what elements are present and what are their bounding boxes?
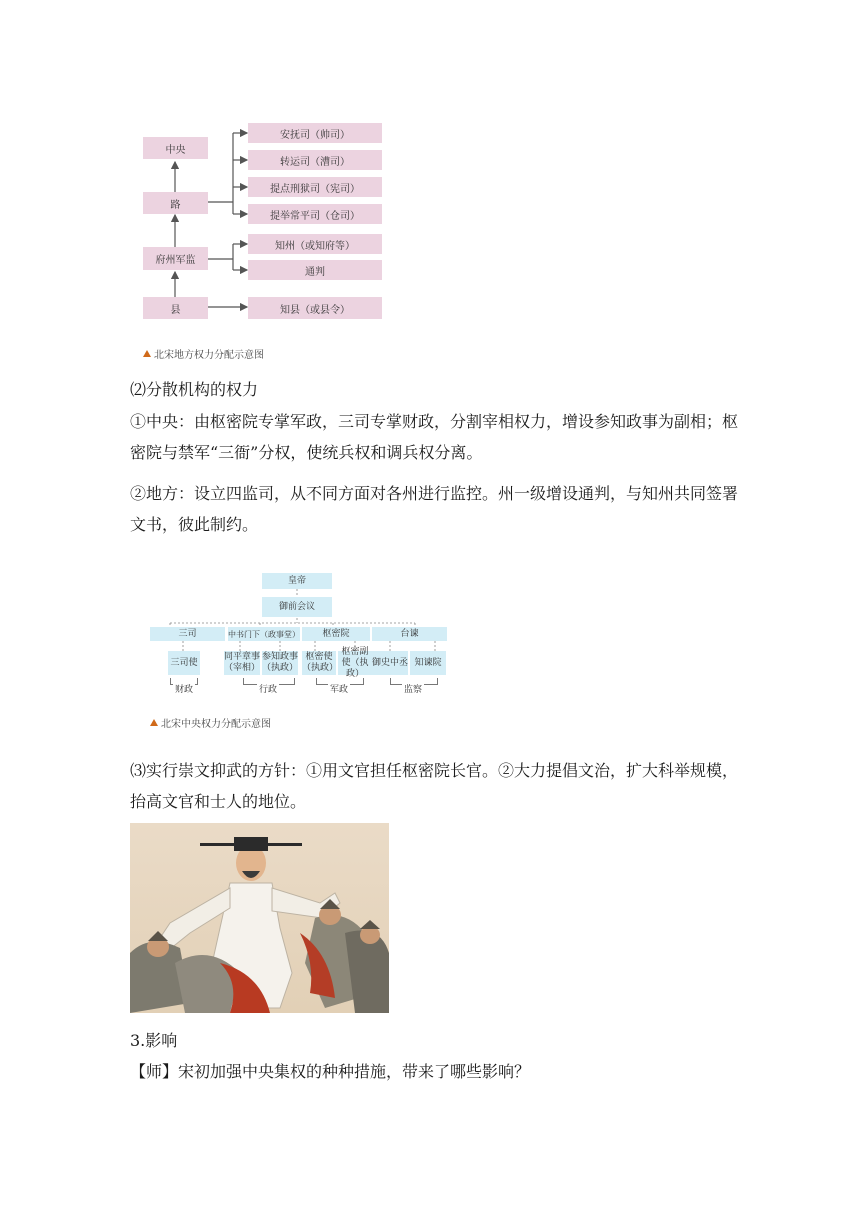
box-shumiyuan: 枢密院 xyxy=(302,627,370,641)
box-zhizhou: 知州（或知府等） xyxy=(248,234,382,254)
paragraph-local: ②地方：设立四监司，从不同方面对各州进行监控。州一级增设通判，与知州共同签署文书，彼此制约。 xyxy=(130,484,739,534)
painting-illustration xyxy=(130,823,389,1013)
label-supervision: 监察 xyxy=(402,682,424,695)
label-administration: 行政 xyxy=(257,682,279,695)
box-prefecture: 府州军监 xyxy=(143,247,208,270)
box-tongpingzhangshi: 同平章事（宰相） xyxy=(224,652,261,673)
box-zhijianyuan: 知谏院 xyxy=(410,651,446,675)
box-sansi: 三司 xyxy=(150,627,225,641)
box-imperial-council: 御前会议 xyxy=(262,597,332,617)
heading-impact: 3.影响 xyxy=(130,1031,178,1050)
box-tidianxingyusi: 提点刑狱司（宪司） xyxy=(248,177,382,197)
triangle-icon xyxy=(143,350,151,357)
triangle-icon xyxy=(150,719,158,726)
box-anfusi: 安抚司（帅司） xyxy=(248,123,382,143)
label-finance: 财政 xyxy=(173,682,195,695)
box-tongpan: 通判 xyxy=(248,260,382,280)
central-power-diagram xyxy=(140,565,455,745)
label-military: 军政 xyxy=(328,682,350,695)
box-emperor: 皇帝 xyxy=(262,573,332,589)
figure2-caption-text: 北宋中央权力分配示意图 xyxy=(161,719,271,730)
paragraph-central: ①中央：由枢密院专掌军政，三司专掌财政，分割宰相权力，增设参知政事为副相；枢密院与禁军“三衙”分权，使统兵权和调兵权分离。 xyxy=(130,412,739,462)
box-zhixian: 知县（或县令） xyxy=(248,297,382,319)
heading-decentralize: ⑵分散机构的权力 xyxy=(130,380,259,399)
figure1-caption-text: 北宋地方权力分配示意图 xyxy=(154,350,264,361)
box-yushizhongcheng: 御史中丞 xyxy=(372,651,408,675)
box-canzhizhengshi: 参知政事（执政） xyxy=(262,652,299,673)
paragraph-civil-over-military: ⑶实行崇文抑武的方针：①用文官担任枢密院长官。②大力提倡文治，扩大科举规模，抬高文官和士人的地位。 xyxy=(130,761,739,811)
box-sansishi: 三司使 xyxy=(168,651,200,675)
box-tijuchangpingsi: 提举常平司（仓司） xyxy=(248,204,382,224)
box-circuit: 路 xyxy=(143,192,208,214)
box-zhongshumenxia: 中书门下（政事堂） xyxy=(228,627,300,641)
figure2-caption xyxy=(150,715,271,730)
box-county: 县 xyxy=(143,297,208,319)
local-power-diagram xyxy=(133,112,393,362)
teacher-question: 【师】宋初加强中央集权的种种措施，带来了哪些影响？ xyxy=(130,1062,531,1081)
box-zhuanyunsi: 转运司（漕司） xyxy=(248,150,382,170)
box-shumishi: 枢密使（执政） xyxy=(302,652,339,673)
figure1-caption xyxy=(143,346,264,361)
box-taijian: 台谏 xyxy=(372,627,447,641)
box-central: 中央 xyxy=(143,137,208,159)
box-shumifushi: 枢密副使（执政） xyxy=(338,651,372,675)
